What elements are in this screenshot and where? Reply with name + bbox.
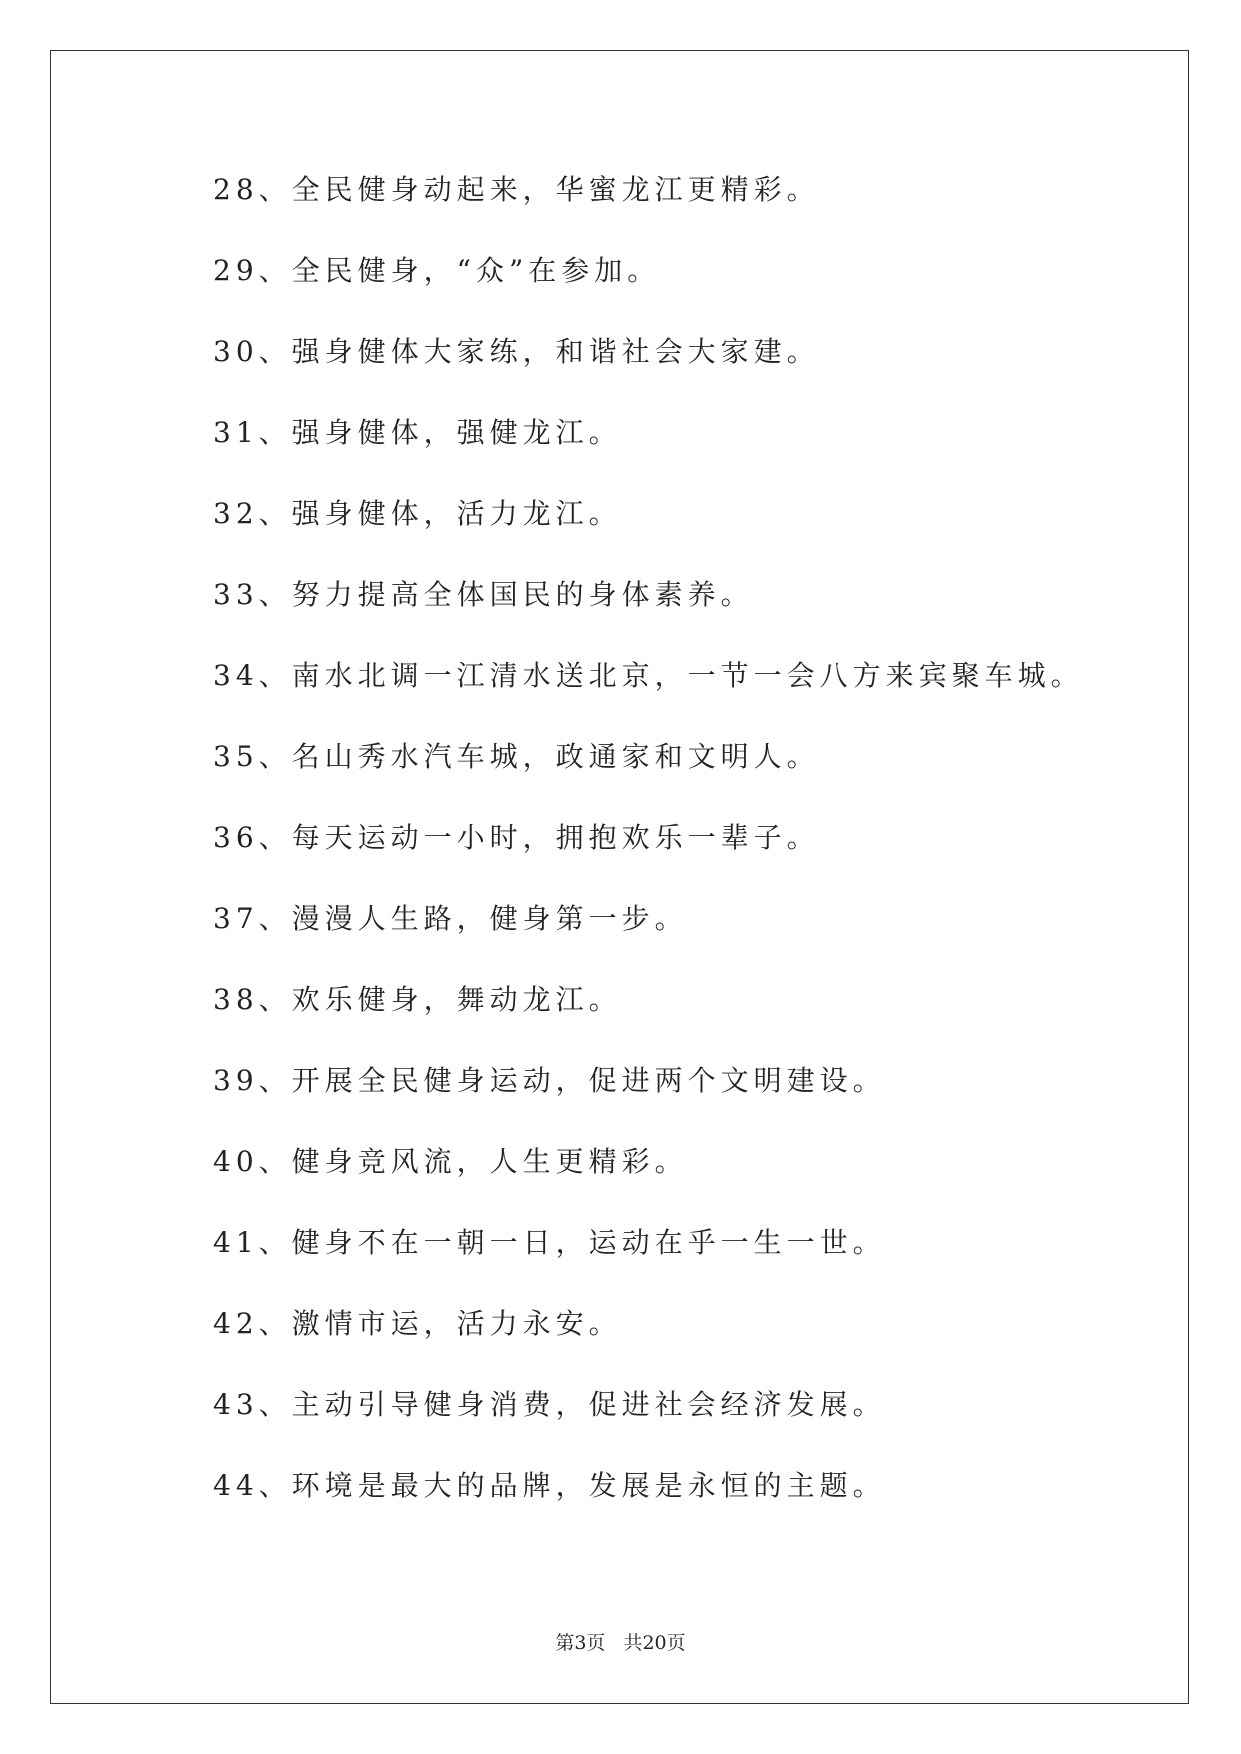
slogan-line: 33、努力提高全体国民的身体素养。	[213, 578, 754, 611]
slogan-line: 36、每天运动一小时，拥抱欢乐一辈子。	[213, 821, 820, 854]
page-number: 第3页	[555, 1632, 606, 1654]
slogan-line: 38、欢乐健身，舞动龙江。	[213, 983, 622, 1016]
slogan-line: 42、激情市运，活力永安。	[213, 1307, 622, 1340]
slogan-line: 34、南水北调一江清水送北京，一节一会八方来宾聚车城。	[213, 659, 1084, 692]
page-total: 共20页	[623, 1632, 686, 1654]
slogan-line: 37、漫漫人生路，健身第一步。	[213, 902, 688, 935]
slogan-line: 30、强身健体大家练，和谐社会大家建。	[213, 335, 820, 368]
slogan-line: 39、开展全民健身运动，促进两个文明建设。	[213, 1064, 886, 1097]
slogan-line: 40、健身竞风流，人生更精彩。	[213, 1145, 688, 1178]
slogan-line: 32、强身健体，活力龙江。	[213, 497, 622, 530]
slogan-line: 31、强身健体，强健龙江。	[213, 416, 622, 449]
slogan-list	[213, 170, 1133, 1547]
slogan-line: 44、环境是最大的品牌，发展是永恒的主题。	[213, 1469, 886, 1502]
page-footer	[0, 1628, 1241, 1655]
slogan-line: 35、名山秀水汽车城，政通家和文明人。	[213, 740, 820, 773]
slogan-line: 28、全民健身动起来，华蜜龙江更精彩。	[213, 173, 820, 206]
slogan-line: 43、主动引导健身消费，促进社会经济发展。	[213, 1388, 886, 1421]
slogan-line: 29、全民健身，“众”在参加。	[213, 254, 661, 287]
slogan-line: 41、健身不在一朝一日，运动在乎一生一世。	[213, 1226, 886, 1259]
